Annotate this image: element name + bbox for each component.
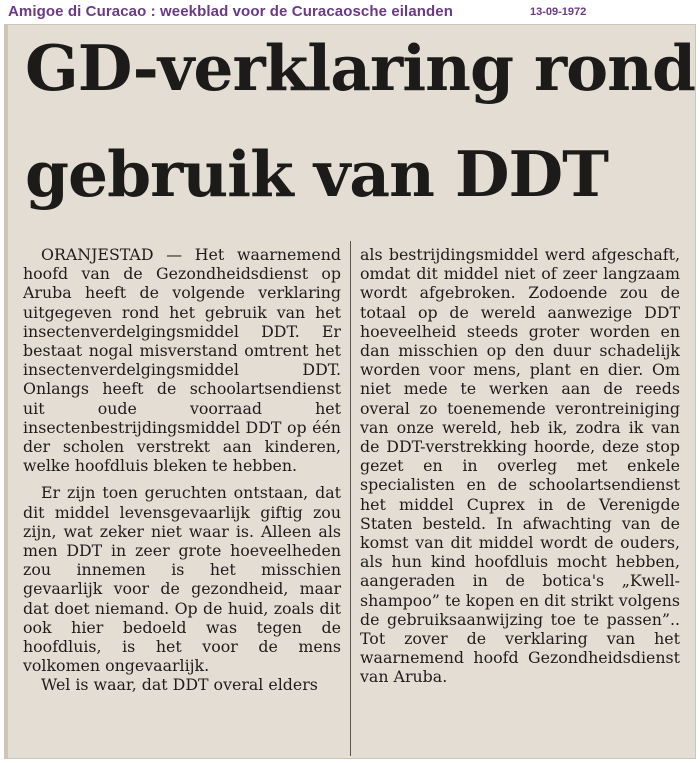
publication-title[interactable]: Amigoe di Curacao : weekblad voor de Curacaosche eilanden [8, 3, 453, 20]
newspaper-clipping [4, 24, 696, 759]
article-column-right [360, 245, 680, 687]
publication-date: 13-09-1972 [530, 6, 587, 18]
column-divider [350, 241, 351, 756]
paragraph: Er zijn toen geruchten ontstaan, dat dit middel levensgevaarlijk giftig zou zijn, wat zeker niet waar is. Alleen als men DDT in zeer grote hoeveelheden zou innemen is het misschien gevaarlijk voor de gezondheid, maar dat doet niemand. Op de huid, zoals dit ook hier bedoeld was tegen de hoofdluis, is het voor de mens volkomen ongevaarlijk. [23, 483, 341, 676]
clipping-edge [5, 25, 8, 759]
paragraph: ORANJESTAD — Het waarnemend hoofd van de Gezondheidsdienst op Aruba heeft de volgende verklaring uitgegeven rond het gebruik van het insectenverdelgingsmiddel DDT. Er bestaat nogal misverstand omtrent het insectenverdelgingsmiddel DDT. Onlangs heeft de schoolartsendienst uit oude voorraad het insectenbestrijdingsmiddel DDT op één der scholen verstrekt aan kinderen, welke hoofdluis bleken te hebben. [23, 245, 341, 476]
headline-line-2: gebruik van DDT [25, 137, 609, 211]
headline-line-1: GD-verklaring rond [25, 31, 696, 105]
source-header [0, 0, 700, 24]
paragraph: als bestrijdingsmiddel werd afgeschaft, omdat dit middel niet of zeer langzaam wordt afgebroken. Zodoende zou de totaal op de wereld aanwezige DDT hoeveelheid steeds groter worden en dan misschien op den duur schadelijk worden voor mens, plant en dier. Om niet mede te werken aan de reeds overal zo toenemende verontreiniging van onze wereld, heb ik, zodra ik van de DDT-verstrekking hoorde, deze stop gezet en in overleg met enkele specialisten en de schoolartsendienst het middel Cuprex in de Verenigde Staten besteld. In afwachting van de komst van dit middel wordt de ouders, als hun kind hoofdluis mocht hebben, aangeraden in de botica's „Kwell-shampoo” te kopen en dit strikt volgens de gebruiksaanwijzing toe te passen”.. Tot zover de verklaring van het waarnemend hoofd Gezondheidsdienst van Aruba. [360, 245, 680, 687]
article-column-left [23, 245, 341, 695]
paragraph: Wel is waar, dat DDT overal elders [41, 675, 318, 695]
